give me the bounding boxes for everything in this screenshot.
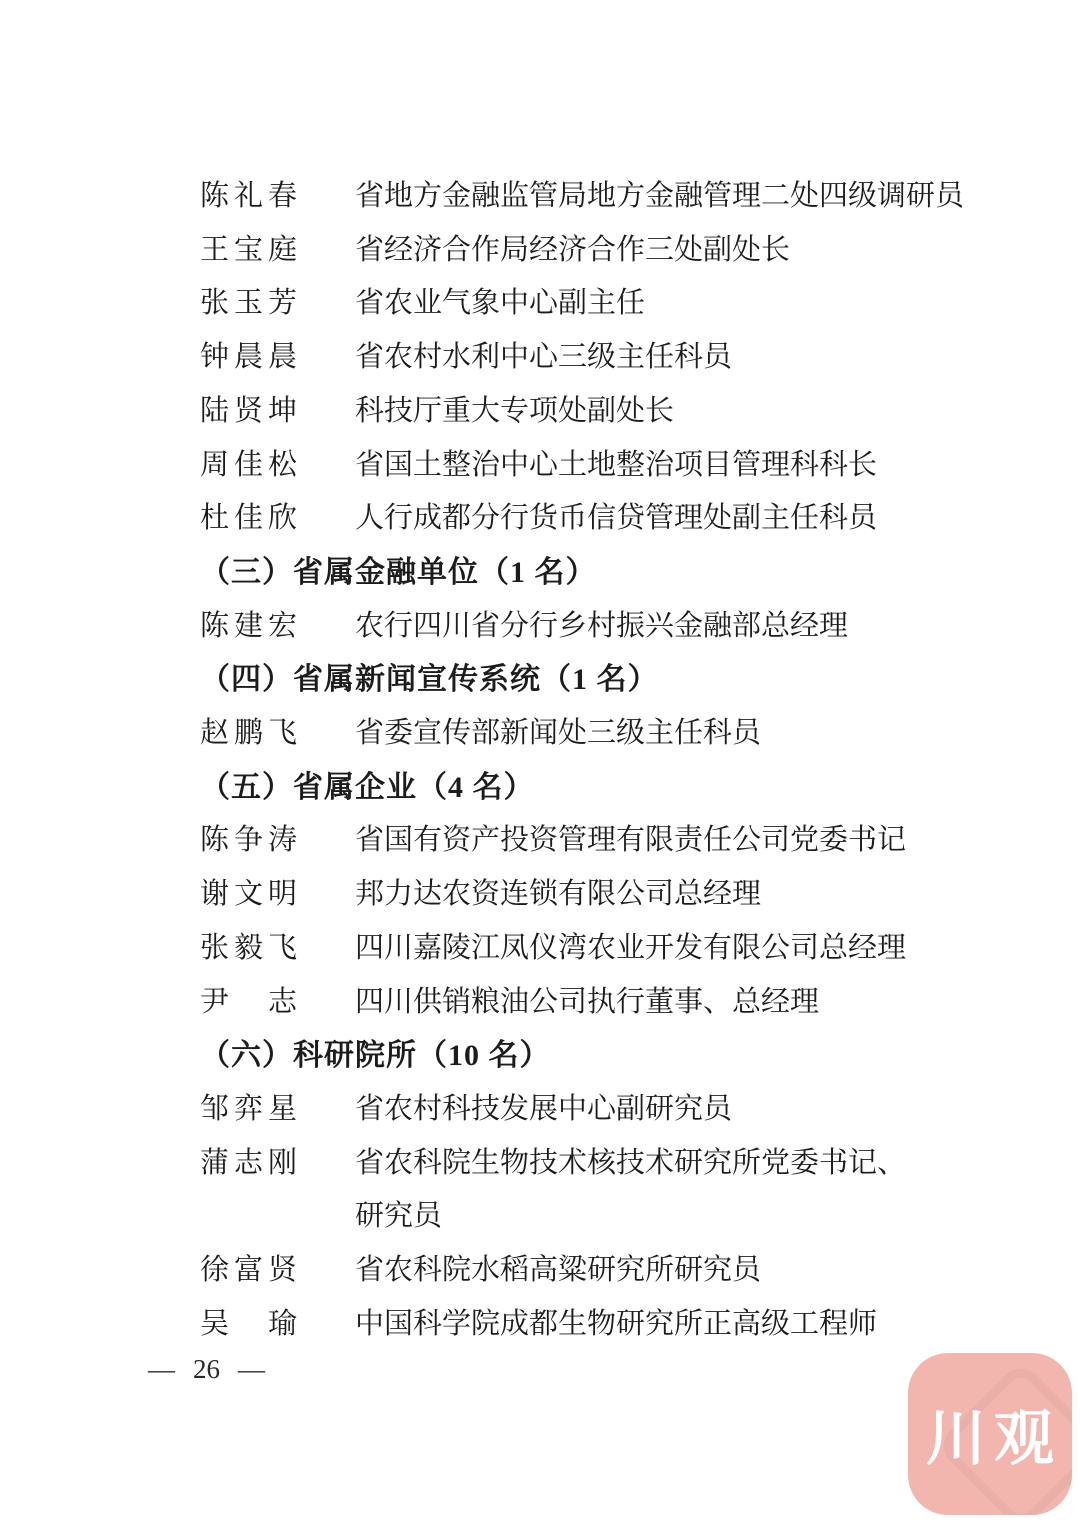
- entry-description: [355, 707, 761, 761]
- entry-description-line: 科技厅重大专项处副处长: [355, 394, 675, 427]
- entry-name: 邹弈星: [200, 1092, 303, 1125]
- page-number: [148, 1352, 265, 1386]
- entry-description: [355, 170, 964, 224]
- entry-row: [200, 1137, 960, 1244]
- entry-row: [200, 331, 960, 385]
- entry-name: 赵鹏飞: [200, 717, 303, 750]
- entry-name: 陈建宏: [200, 609, 303, 642]
- entry-description: [355, 1137, 906, 1244]
- section-heading: （五）省属企业（4 名）: [200, 770, 535, 804]
- entry-row: [200, 277, 960, 331]
- entry-description: [355, 922, 906, 976]
- entry-row: [200, 868, 960, 922]
- entry-description: [355, 1298, 877, 1352]
- entry-description-line: 中国科学院成都生物研究所正高级工程师: [355, 1307, 878, 1340]
- entry-description-line: 四川嘉陵江凤仪湾农业开发有限公司总经理: [355, 931, 907, 964]
- section-heading: （三）省属金融单位（1 名）: [200, 555, 597, 589]
- entry-name: 张玉芳: [200, 287, 303, 320]
- entry-row: [200, 170, 965, 224]
- entry-row: [200, 1083, 960, 1137]
- entry-description-line: 省委宣传部新闻处三级主任科员: [355, 717, 762, 750]
- entry-row: [200, 976, 960, 1030]
- entry-name: 周佳松: [200, 448, 303, 481]
- entry-row: [200, 707, 960, 761]
- entry-description: [355, 277, 645, 331]
- entry-name: 钟晨晨: [200, 341, 303, 374]
- entry-description-line: 邦力达农资连锁有限公司总经理: [355, 878, 762, 911]
- page-number-dash-left: —: [148, 1354, 175, 1384]
- entry-row: [200, 224, 960, 278]
- entry-description: [355, 1244, 761, 1298]
- entry-description: [355, 439, 877, 493]
- entry-description-line: 省农业气象中心副主任: [355, 287, 646, 320]
- entry-description: [355, 492, 877, 546]
- entry-row: [200, 1298, 960, 1352]
- entry-description-line: 四川供销粮油公司执行董事、总经理: [355, 985, 820, 1018]
- entry-description-line: 省农科院生物技术核技术研究所党委书记、: [355, 1146, 907, 1179]
- entry-description: [355, 331, 732, 385]
- page-number-value: 26: [193, 1354, 220, 1384]
- chuanguan-watermark-logo: [908, 1353, 1072, 1515]
- entry-name: 吴 瑜: [200, 1307, 303, 1340]
- entry-description: [355, 976, 819, 1030]
- entry-row: [200, 1244, 960, 1298]
- entry-list: [200, 170, 965, 1351]
- entry-row: [200, 385, 960, 439]
- entry-description: [355, 385, 674, 439]
- entry-row: [200, 814, 960, 868]
- entry-name: 杜佳欣: [200, 502, 303, 535]
- entry-description-line: 农行四川省分行乡村振兴金融部总经理: [355, 609, 849, 642]
- entry-description-line: 省农科院水稻高粱研究所研究员: [355, 1254, 762, 1287]
- entry-name: 王宝庭: [200, 233, 303, 266]
- entry-description-line: 省农村科技发展中心副研究员: [355, 1092, 733, 1125]
- entry-row: [200, 600, 960, 654]
- entry-row: [200, 439, 960, 493]
- entry-description-line: 省农村水利中心三级主任科员: [355, 341, 733, 374]
- watermark-logo-text: 川观: [926, 1406, 1062, 1472]
- entry-description-line: 省国土整治中心土地整治项目管理科科长: [355, 448, 878, 481]
- entry-description: [355, 224, 790, 278]
- entry-description-line: 省国有资产投资管理有限责任公司党委书记: [355, 824, 907, 857]
- entry-name: 陈争涛: [200, 824, 303, 857]
- entry-description-line: 省经济合作局经济合作三处副处长: [355, 233, 791, 266]
- page-number-dash-right: —: [238, 1354, 265, 1384]
- section-heading: （六）科研院所（10 名）: [200, 1039, 551, 1073]
- entry-name: 蒲志刚: [200, 1146, 303, 1179]
- entry-description: [355, 814, 906, 868]
- entry-name: 张毅飞: [200, 931, 303, 964]
- entry-name: 陈礼春: [200, 180, 303, 212]
- section-heading: （四）省属新闻宣传系统（1 名）: [200, 663, 659, 697]
- entry-name: 陆贤坤: [200, 394, 303, 427]
- entry-description: [355, 600, 848, 654]
- entry-description-line: 人行成都分行货币信贷管理处副主任科员: [355, 502, 878, 535]
- entry-name: 徐富贤: [200, 1254, 303, 1287]
- entry-description-line: 省地方金融监管局地方金融管理二处四级调研员: [355, 180, 965, 212]
- entry-description-line: 研究员: [355, 1200, 443, 1233]
- entry-row: [200, 922, 960, 976]
- entry-name: 谢文明: [200, 878, 303, 911]
- entry-description: [355, 868, 761, 922]
- entry-name: 尹 志: [200, 985, 303, 1018]
- entry-row: [200, 492, 960, 546]
- entry-description: [355, 1083, 732, 1137]
